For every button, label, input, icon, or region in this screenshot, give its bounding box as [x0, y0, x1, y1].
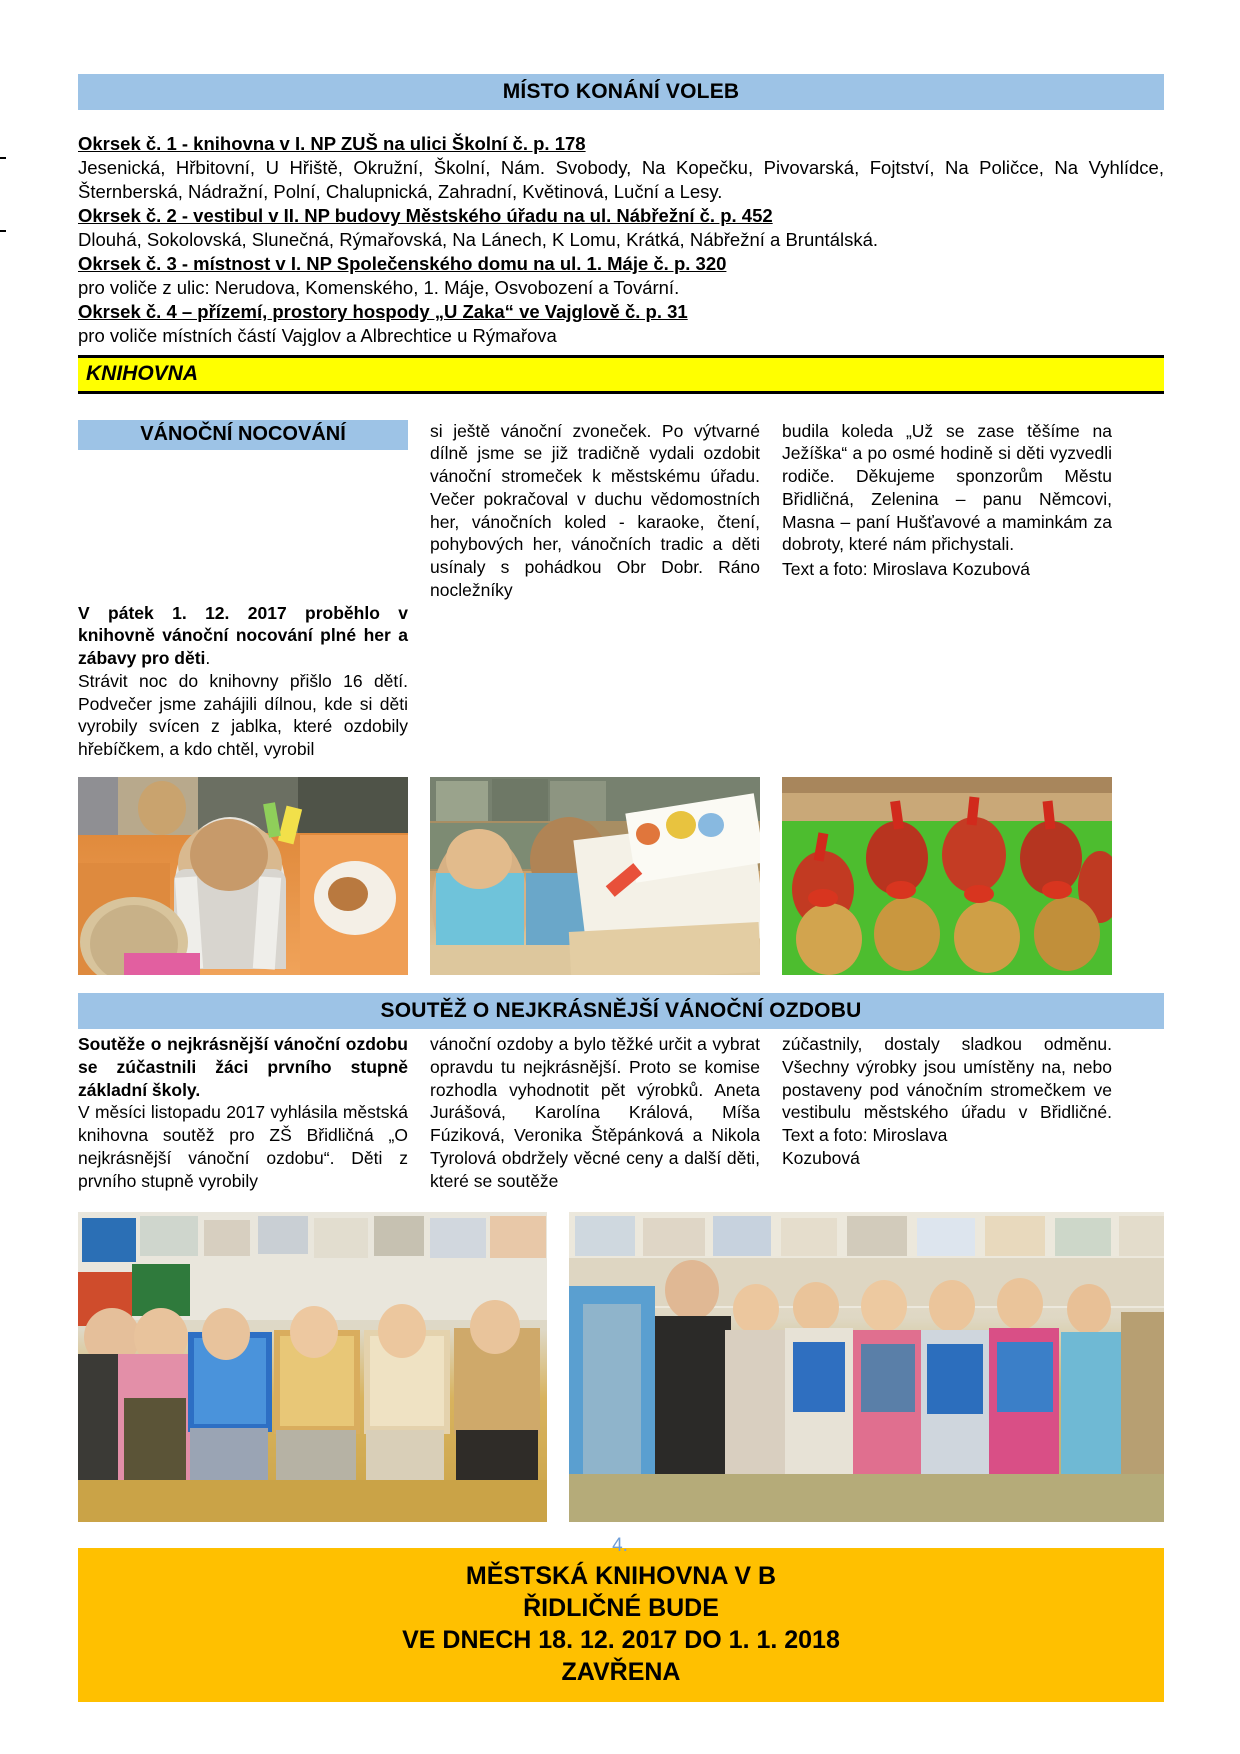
- article1-head-row: [78, 420, 1164, 602]
- district-1-streets: Jesenická, Hřbitovní, U Hřiště, Okružní, Školní, Nám. Svobody, Na Kopečku, Pivovarská, Fojtství, Na Poličce, Na Vyhlídce, Šternberská, Nádražní, Polní, Chalupnická, Zahradní, Květinová, Luční a Lesy.: [78, 157, 1164, 203]
- photo-class-group-photo: [569, 1212, 1164, 1522]
- district-4-heading: Okrsek č. 4 – přízemí, prostory hospody „U Zaka“ ve Vajglově č. p. 31: [78, 301, 688, 323]
- article1-col2-text: si ještě vánoční zvoneček. Po výtvarné dílně jsme se již tradičně vydali ozdobit vánoční stromeček k městskému úřadu. Večer pokračoval v duchu vědomostních her, vánočních koled - karaoke, čtení, pohybových her, vánočních tradic a děti usínaly s pohádkou Obr Dobr. Ráno nocležníky: [430, 420, 760, 600]
- article1-column-2-filler: [430, 602, 760, 761]
- article1-col1-lead-text: V pátek 1. 12. 2017 proběhlo v knihovně vánoční nocování plné her a zábavy pro děti: [78, 602, 408, 669]
- article2-col2-text: vánoční ozdoby a bylo těžké určit a vybrat opravdu tu nejkrásnější. Proto se komise rozhodla vyhodnotit pět výrobků. Aneta Jurášová, Karolína Králová, Míša Fúziková, Veronika Štěpánková a Nikola Tyrolová obdržely věcné ceny a další děti, které se soutěže: [430, 1034, 760, 1191]
- article1-subheader: VÁNOČNÍ NOCOVÁNÍ: [78, 420, 408, 450]
- notice-line-3: VE DNECH 18. 12. 2017 DO 1. 1. 2018: [402, 1626, 840, 1655]
- article1-photo-row: [78, 777, 1164, 975]
- article2-column-1: [78, 1033, 408, 1192]
- article-vanocni-nocovani: [78, 420, 1164, 975]
- article2-column-2: [430, 1033, 760, 1192]
- district-3-heading: Okrsek č. 3 - místnost v I. NP Společenského domu na ul. 1. Máje č. p. 320: [78, 253, 727, 275]
- article1-column-3-filler: [782, 602, 1112, 761]
- article1-column-1: [78, 602, 408, 761]
- notice-line-1: MĚSTSKÁ KNIHOVNA V B: [465, 1562, 777, 1591]
- article2-col3-text: zúčastnily, dostaly sladkou odměnu. Všechny výrobky jsou umístěny na, nebo postaveny pod vánočním stromečkem ve vestibulu městského úřadu v Břidličné. Text a foto: Miroslava: [782, 1034, 1112, 1145]
- article1-col1-lead: [78, 602, 408, 670]
- photo-children-with-pictures: [78, 1212, 547, 1522]
- article1-col3-text: budila koleda „Už se zase těšíme na Ježíška“ a po osmé hodině si děti vyzvedli rodiče. Děkujeme sponzorům Městu Břidličná, Zelenina – panu Němcovi, Masna – paní Hušťavové a maminkám za dobroty, které nám přichystali.: [782, 420, 1112, 555]
- district-3-streets: pro voliče z ulic: Nerudova, Komenského, 1. Máje, Osvobození a Tovární.: [78, 277, 680, 299]
- scan-artifact-tick: [0, 230, 6, 232]
- section-header-voting-places: MÍSTO KONÁNÍ VOLEB: [78, 74, 1164, 110]
- photo-children-coloring: [430, 777, 760, 975]
- article-soutez-ozdoba: [78, 993, 1164, 1522]
- article2-col1-text: V měsíci listopadu 2017 vyhlásila městská knihovna soutěž pro ZŠ Břidličná „O nejkrásnější vánoční ozdobu“. Děti z prvního stupně vyrobily: [78, 1102, 408, 1191]
- article1-columns: [78, 602, 1164, 761]
- article2-subheader: SOUTĚŽ O NEJKRÁSNĚJŠÍ VÁNOČNÍ OZDOBU: [78, 993, 1164, 1029]
- district-2-heading: Okrsek č. 2 - vestibul v II. NP budovy Městského úřadu na ul. Nábřežní č. p. 452: [78, 205, 773, 227]
- article1-col1-text: Strávit noc do knihovny přišlo 16 dětí. Podvečer jsme zahájili dílnou, kde si děti vyrobily svícen z jablka, které ozdobily hřebíčkem, a kdo chtěl, vyrobil: [78, 670, 408, 760]
- district-1-heading: Okrsek č. 1 - knihovna v I. NP ZUŠ na ulici Školní č. p. 178: [78, 133, 586, 155]
- photo-children-workshop-table: [78, 777, 408, 975]
- article2-column-3: [782, 1033, 1112, 1192]
- article2-col3-credit: Kozubová: [782, 1147, 860, 1168]
- scan-artifact-tick: [0, 157, 6, 159]
- voting-districts-list: [78, 132, 1164, 348]
- district-4-streets: pro voliče místních částí Vajglov a Albrechtice u Rýmařova: [78, 325, 557, 347]
- section-header-library: KNIHOVNA: [78, 355, 1164, 394]
- page-content: [78, 74, 1164, 1702]
- article1-column-2-top: [430, 420, 760, 602]
- notice-line-2: ŘIDLIČNÉ BUDE: [523, 1594, 719, 1623]
- article1-col3-credit: Text a foto: Miroslava Kozubová: [782, 559, 1031, 580]
- article1-col1-lead-period: .: [205, 648, 211, 669]
- article2-col1-lead: Soutěže o nejkrásnější vánoční ozdobu se zúčastnili žáci prvního stupně základní školy.: [78, 1034, 408, 1100]
- article1-column-3-top: [782, 420, 1112, 581]
- page-number: 4.: [612, 1535, 628, 1556]
- photo-apple-candleholders: [782, 777, 1112, 975]
- article2-photo-row: [78, 1212, 1164, 1522]
- article2-columns: [78, 1033, 1164, 1192]
- library-closure-notice: [78, 1548, 1164, 1702]
- district-2-streets: Dlouhá, Sokolovská, Slunečná, Rýmařovská, Na Lánech, K Lomu, Krátká, Nábřežní a Bruntálská.: [78, 229, 879, 251]
- notice-line-4: ZAVŘENA: [561, 1658, 681, 1687]
